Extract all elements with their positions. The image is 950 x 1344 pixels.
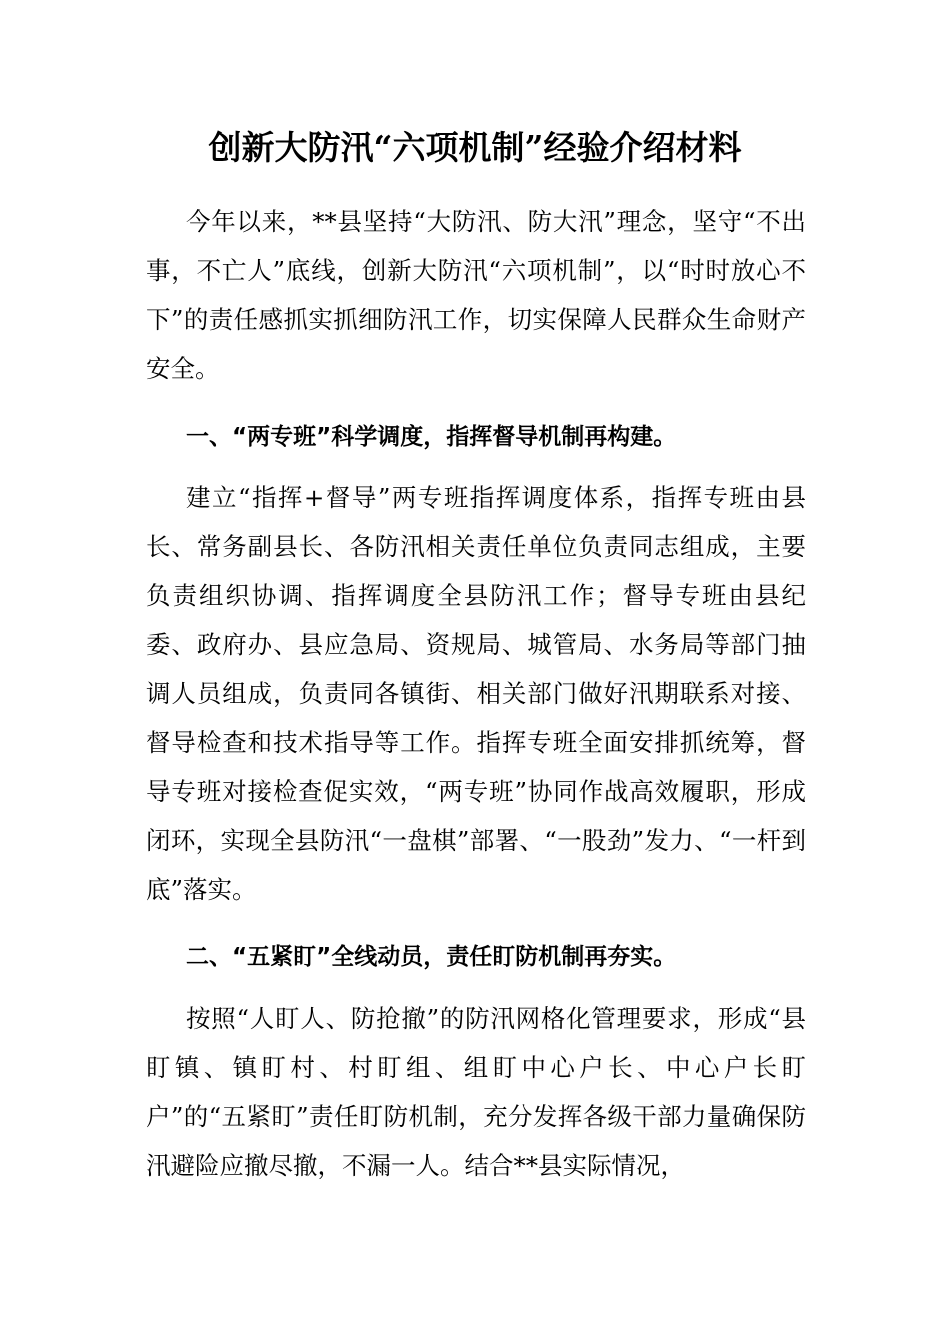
section-one-heading: 一、“两专班”科学调度，指挥督导机制再构建。 (186, 424, 677, 450)
document-title: 创新大防汛“六项机制”经验介绍材料 (208, 128, 742, 167)
section-two-heading: 二、“五紧盯”全线动员，责任盯防机制再夯实。 (186, 944, 677, 970)
intro-paragraph: 今年以来，**县坚持“大防汛、防大汛”理念，坚守“不出事，不亡人”底线，创新大防汛“六项机制”，以“时时放心不下”的责任感抓实抓细防汛工作，切实保障人民群众生命财产安全。 (146, 207, 806, 383)
section-one-paragraph: 建立“指挥+督导”两专班指挥调度体系，指挥专班由县长、常务副县长、各防汛相关责任单位负责同志组成，主要负责组织协调、指挥调度全县防汛工作；督导专班由县纪委、政府办、县应急局、资规局、城管局、水务局等部门抽调人员组成，负责同各镇街、相关部门做好汛期联系对接、督导检查和技术指导等工作。指挥专班全面安排抓统筹，督导专班对接检查促实效，“两专班”协同作战高效履职，形成闭环，实现全县防汛“一盘棋”部署、“一股劲”发力、“一杆到底”落实。 (146, 483, 806, 904)
section-two-paragraph: 按照“人盯人、防抢撤”的防汛网格化管理要求，形成“县盯镇、镇盯村、村盯组、组盯中心户长、中心户长盯户”的“五紧盯”责任盯防机制，充分发挥各级干部力量确保防汛避险应撤尽撤，不漏一人。结合**县实际情况， (146, 1004, 806, 1180)
